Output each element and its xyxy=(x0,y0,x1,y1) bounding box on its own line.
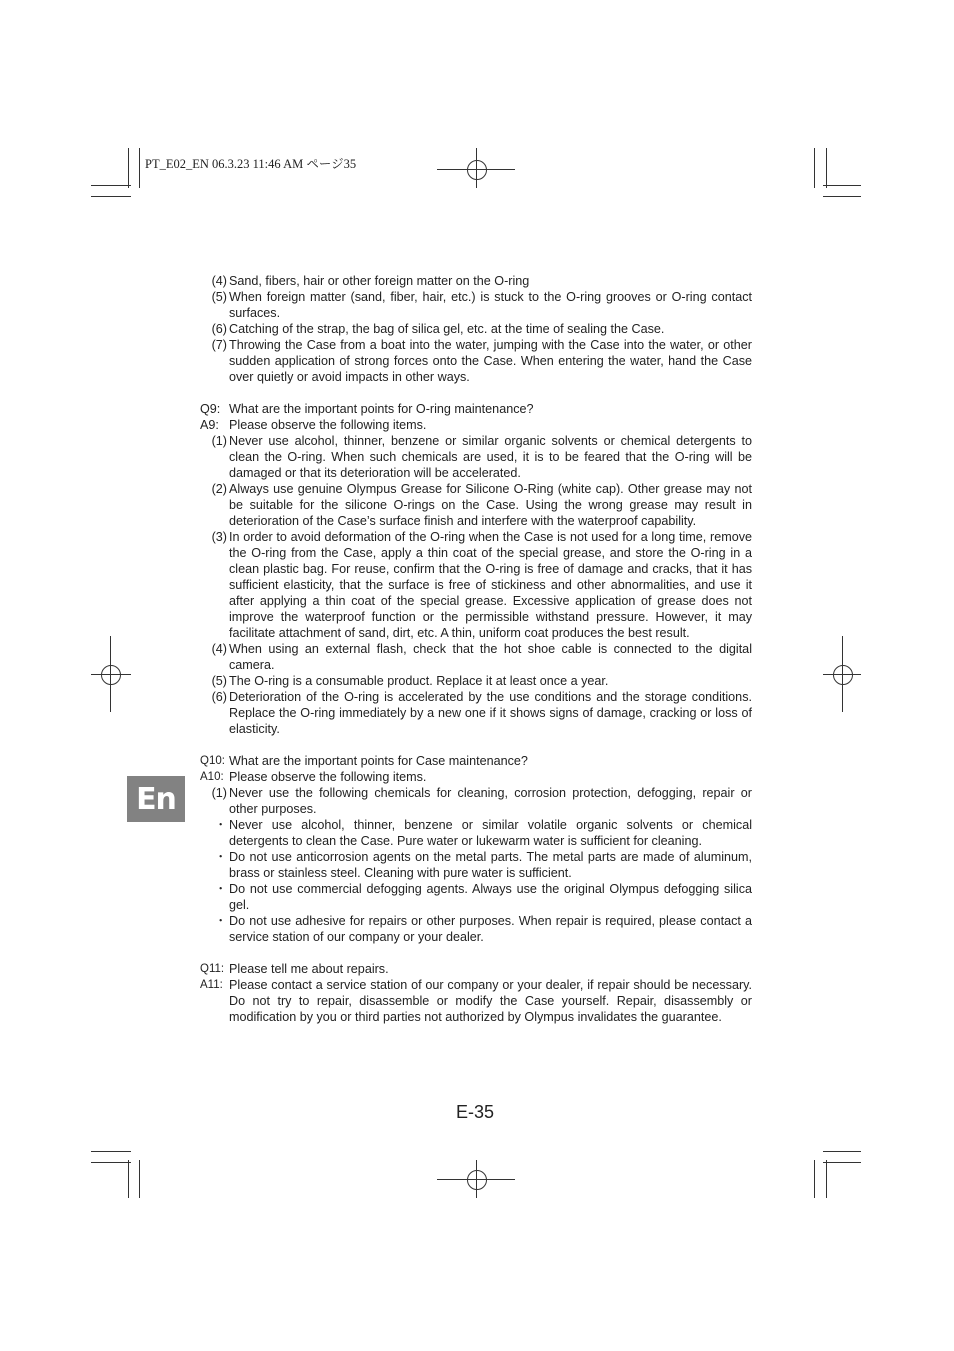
crop-mark xyxy=(814,1160,815,1198)
crop-mark xyxy=(823,1162,861,1163)
print-slug: PT_E02_EN 06.3.23 11:46 AM ページ35 xyxy=(145,157,357,171)
list-item: (6) Deterioration of the O-ring is accelerated by the use conditions and the storage conditions. Replace the O-ring immediately by a new one if it shows signs of damage, cracking or loss of elasticity. xyxy=(211,690,752,736)
registration-circle xyxy=(467,160,487,180)
list-item: (2) Always use genuine Olympus Grease for Silicone O-Ring (white cap). Other grease may not be suitable for the silicone O-rings on the Case. Using the wrong grease may result in deterioration of the Case’s surface finish and interfere with the waterproof capability. xyxy=(211,482,752,528)
list-item: (5) The O-ring is a consumable product. Replace it at least once a year. xyxy=(211,674,609,688)
page-body xyxy=(200,273,752,1025)
bullet-icon: ・ xyxy=(214,818,227,832)
question-q10: Q10: What are the important points for Case maintenance? xyxy=(200,754,528,768)
bullet-icon: ・ xyxy=(214,914,227,928)
crop-mark xyxy=(91,196,131,197)
crop-mark xyxy=(823,185,861,186)
answer-a9: A9: Please observe the following items. xyxy=(200,418,427,432)
list-item: (6) Catching of the strap, the bag of silica gel, etc. at the time of sealing the Case. xyxy=(211,322,665,336)
bullet-item: ・ Do not use adhesive for repairs or other purposes. When repair is required, please contact a service station of our company or your dealer. xyxy=(200,913,752,945)
list-item: (5) When foreign matter (sand, fiber, hair, etc.) is stuck to the O-ring grooves or O-ring contact surfaces. xyxy=(211,290,752,320)
crop-mark xyxy=(826,148,827,188)
answer-a10: A10: Please observe the following items. xyxy=(200,770,427,784)
list-item: (4) When using an external flash, check that the hot shoe cable is connected to the digital camera. xyxy=(211,642,752,672)
language-tab: En xyxy=(127,776,185,822)
crop-mark xyxy=(826,1160,827,1198)
crop-mark xyxy=(814,148,815,188)
registration-circle xyxy=(467,1170,487,1190)
crop-mark xyxy=(128,148,129,188)
crop-mark xyxy=(91,1162,131,1163)
bullet-icon: ・ xyxy=(214,850,227,864)
list-item: (7) Throwing the Case from a boat into the water, jumping with the Case into the water, or other sudden application of strong forces onto the Case. When entering the water, hand the Case over quietly or avoid impacts in other ways. xyxy=(211,338,752,384)
page-number: E-35 xyxy=(456,1102,495,1122)
bullet-item: ・ Do not use commercial defogging agents. Always use the original Olympus defogging silica gel. xyxy=(200,881,752,913)
question-q9: Q9: What are the important points for O-ring maintenance? xyxy=(200,402,534,416)
list-item: (1) Never use alcohol, thinner, benzene or similar organic solvents or chemical detergents to clean the O-ring. When such chemicals are used, it is to be feared that the O-ring will be damaged or that its deterioration will be accelerated. xyxy=(211,434,752,480)
answer-a11: A11: Please contact a service station of our company or your dealer, if repair should be necessary. Do not try to repair, disassemble or modify the Case yourself. Repair, disassembly or modification by you or third parties not authorized by Olympus invalidates the guarantee. xyxy=(200,978,752,1024)
bullet-item: ・ Do not use anticorrosion agents on the metal parts. The metal parts are made of aluminum, brass or stainless steel. Cleaning with pure water is sufficient. xyxy=(200,849,752,881)
list-item: (1) Never use the following chemicals for cleaning, corrosion protection, defogging, repair or other purposes. xyxy=(211,786,752,816)
crop-mark xyxy=(128,1160,129,1198)
crop-mark xyxy=(139,1160,140,1198)
registration-circle xyxy=(833,665,853,685)
registration-circle xyxy=(101,665,121,685)
bullet-icon: ・ xyxy=(214,882,227,896)
crop-mark xyxy=(823,196,861,197)
question-q11: Q11: Please tell me about repairs. xyxy=(200,962,389,976)
list-item: (3) In order to avoid deformation of the O-ring when the Case is not used for a long time, remove the O-ring from the Case, apply a thin coat of the special grease, and store the O-ring in a clean plastic bag. For reuse, confirm that the O-ring is free of damage and cracks, that it has sufficient elasticity, that the surface is free of stickiness and other abnormalities, and use it after applying a thin coat of the special grease. Excessive application of grease does not improve the waterproof function or the permissible withstand pressure. However, it may facilitate attachment of sand, dirt, etc. A thin, uniform coat produces the best result. xyxy=(211,530,752,640)
bullet-item: ・ Never use alcohol, thinner, benzene or similar volatile organic solvents or chemical detergents to clean the Case. Pure water or lukewarm water is sufficient for cleaning. xyxy=(200,817,752,849)
crop-mark xyxy=(91,185,131,186)
list-item: (4) Sand, fibers, hair or other foreign matter on the O-ring xyxy=(211,274,530,288)
crop-mark xyxy=(91,1151,131,1152)
crop-mark xyxy=(139,148,140,188)
crop-mark xyxy=(823,1151,861,1152)
